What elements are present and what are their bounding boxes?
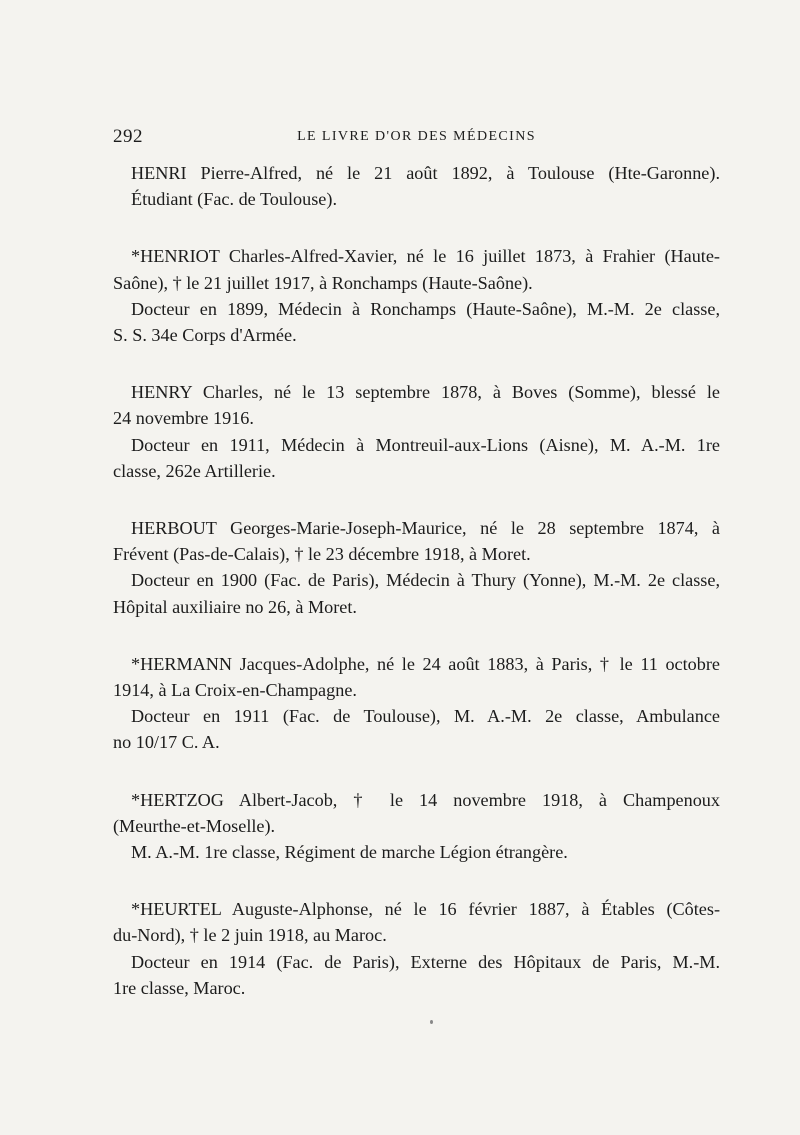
entry-line: Docteur en 1900 (Fac. de Paris), Médecin à Thury (Yonne), M.-M. 2e classe, [131,570,720,591]
entry-line: Étudiant (Fac. de Toulouse). [131,189,337,210]
entry-line: (Meurthe-et-Moselle). [113,815,276,836]
obituary-entry [113,379,720,484]
entry-line: *HENRIOT Charles-Alfred-Xavier, né le 16 juillet 1873, à Frahier (Haute- [131,246,720,267]
running-title: LE LIVRE D'OR DES MÉDECINS [297,129,536,144]
entry-line: Docteur en 1899, Médecin à Ronchamps (Haute-Saône), M.-M. 2e classe, [131,298,720,319]
entry-line: *HERMANN Jacques-Adolphe, né le 24 août 1883, à Paris, † le 11 octobre [131,653,720,674]
obituary-entry [113,651,720,756]
obituary-entry [113,243,720,348]
entry-line: Docteur en 1911 (Fac. de Toulouse), M. A.-M. 2e classe, Ambulance [131,706,720,727]
paper-speck [430,1020,433,1024]
entry-line: HENRI Pierre-Alfred, né le 21 août 1892, à Toulouse (Hte-Garonne). [131,163,720,183]
obituary-entry [113,515,720,620]
entry-line: S. S. 34e Corps d'Armée. [113,325,297,346]
entry-line: *HEURTEL Auguste-Alphonse, né le 16 février 1887, à Étables (Côtes- [131,899,720,920]
entry-line: HERBOUT Georges-Marie-Joseph-Maurice, né le 28 septembre 1874, à [131,518,720,539]
entry-line: Docteur en 1914 (Fac. de Paris), Externe des Hôpitaux de Paris, M.-M. [131,951,720,972]
entry-line: 1re classe, Maroc. [113,977,246,998]
entry-line: Frévent (Pas-de-Calais), † le 23 décembre 1918, à Moret. [113,544,531,565]
entry-line: 1914, à La Croix-en-Champagne. [113,680,357,701]
entry-line: du-Nord), † le 2 juin 1918, au Maroc. [113,925,387,946]
obituary-entry [113,160,720,212]
entry-line: M. A.-M. 1re classe, Régiment de marche Légion étrangère. [131,842,568,863]
entry-line: Saône), † le 21 juillet 1917, à Ronchamps (Haute-Saône). [113,272,533,293]
entry-line: *HERTZOG Albert-Jacob, † le 14 novembre 1918, à Champenoux [131,789,720,810]
obituary-entry [113,787,720,866]
page-header [113,126,720,150]
entry-line: 24 novembre 1916. [113,408,254,429]
entry-line: Hôpital auxiliaire no 26, à Moret. [113,596,357,617]
entry-line: Docteur en 1911, Médecin à Montreuil-aux-Lions (Aisne), M. A.-M. 1re [131,434,720,455]
entry-line: no 10/17 C. A. [113,732,220,753]
obituary-entry [113,896,720,1001]
entry-list [113,160,720,1032]
entry-line: classe, 262e Artillerie. [113,460,276,481]
page-number: 292 [113,126,143,147]
entry-line: HENRY Charles, né le 13 septembre 1878, à Boves (Somme), blessé le [131,382,720,403]
